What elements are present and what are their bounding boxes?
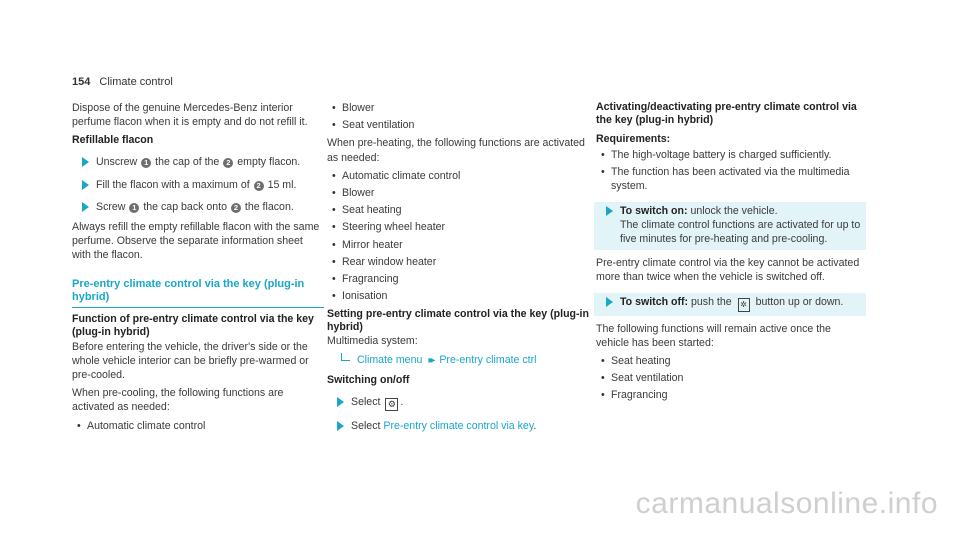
- list-item: • Ionisation: [327, 289, 589, 303]
- setting-heading: Setting pre-entry climate control via the key (plug-in hybrid): [327, 308, 589, 334]
- callout-1-icon: 1: [141, 158, 151, 168]
- list-item: • Seat heating: [327, 203, 589, 217]
- list-item: • Fragrancing: [327, 272, 589, 286]
- callout-2-icon: 2: [254, 181, 264, 191]
- step-arrow-icon: [82, 202, 89, 212]
- step-unscrew: [72, 155, 324, 169]
- step-arrow-icon: [606, 297, 613, 307]
- step-text: unlock the vehicle.: [690, 204, 778, 217]
- switching-heading: Switching on/off: [327, 373, 410, 386]
- step-text: 15 ml.: [267, 178, 297, 191]
- remain-text: The following functions will remain active once the vehicle has been started:: [596, 322, 831, 349]
- cooling-list: [72, 419, 324, 433]
- list-item: • Seat ventilation: [596, 371, 866, 385]
- step-arrow-icon: [82, 180, 89, 190]
- page-header: [72, 76, 173, 88]
- column-middle: [327, 101, 589, 439]
- step-arrow-icon: [82, 157, 89, 167]
- function-heading: Function of pre-entry climate control via the key (plug-in hybrid): [72, 312, 314, 338]
- step-select-item: [327, 419, 589, 433]
- list-item: • Seat ventilation: [327, 118, 589, 132]
- step-text: Unscrew: [96, 156, 138, 169]
- cooling-list-cont: [327, 101, 589, 132]
- step-text: push the: [691, 295, 732, 308]
- gear-icon: ⚙: [385, 398, 398, 411]
- step-arrow-icon: [337, 421, 344, 431]
- refill-note: Always refill the empty refillable flacon with the same perfume. Observe the separate information sheet with the flacon.: [72, 221, 320, 262]
- refill-heading: Refillable flacon: [72, 134, 154, 147]
- step-arrow-icon: [606, 206, 613, 216]
- switch-on-note: The climate control functions are activated for up to five minutes for pre-heating and pre-cooling.: [620, 218, 861, 246]
- step-text: the cap of the: [155, 156, 220, 169]
- pre-entry-menu-item: Pre-entry climate control via key: [383, 419, 534, 432]
- list-item: • Mirror heater: [327, 238, 589, 252]
- watermark: carmanualsonline.info: [635, 487, 938, 520]
- period: .: [533, 419, 537, 432]
- step-text: the flacon.: [244, 200, 294, 213]
- chapter-title: Climate control: [99, 76, 173, 88]
- limit-text: Pre-entry climate control via the key cannot be activated more than twice when the vehicle is switched off.: [596, 257, 860, 284]
- step-switch-on: [594, 202, 866, 251]
- remain-list: [596, 354, 866, 403]
- step-text: the cap back onto: [143, 200, 227, 213]
- multimedia-label: Multimedia system:: [327, 335, 418, 348]
- list-item: • The function has been activated via the multimedia system.: [596, 165, 866, 193]
- list-item: • Rear window heater: [327, 255, 589, 269]
- column-left: [72, 101, 324, 437]
- switch-off-label: To switch off:: [620, 295, 689, 308]
- list-item: • The high-voltage battery is charged sufficiently.: [596, 148, 866, 162]
- step-arrow-icon: [337, 397, 344, 407]
- list-item: • Seat heating: [596, 354, 866, 368]
- list-item: • Blower: [327, 186, 589, 200]
- step-text: Screw: [96, 200, 126, 213]
- step-select-gear: [327, 395, 589, 411]
- list-item: • Blower: [327, 101, 589, 115]
- step-switch-off: [594, 293, 866, 316]
- requirements-heading: Requirements:: [596, 133, 671, 145]
- requirements-list: [596, 148, 866, 194]
- step-text: button up or down.: [755, 295, 844, 308]
- step-screw: [72, 200, 324, 214]
- heating-list: [327, 169, 589, 304]
- step-text: Select: [351, 395, 381, 408]
- menu-path: [327, 353, 589, 368]
- cooling-text: When pre-cooling, the following functions are activated as needed:: [72, 387, 284, 414]
- list-item: • Automatic climate control: [72, 419, 324, 433]
- list-item: • Steering wheel heater: [327, 220, 589, 234]
- period: .: [400, 395, 404, 408]
- section-title: Pre-entry climate control via the key (plug-in hybrid): [72, 278, 324, 308]
- switch-on-label: To switch on:: [620, 204, 688, 217]
- callout-1-icon: 1: [129, 203, 139, 213]
- step-text: empty flacon.: [237, 156, 301, 169]
- step-text: Fill the flacon with a maximum of: [96, 178, 250, 191]
- path-climate-menu: Climate menu: [357, 353, 423, 366]
- list-item: • Automatic climate control: [327, 169, 589, 183]
- callout-2-icon: 2: [223, 158, 233, 168]
- path-hook-icon: [341, 353, 350, 361]
- page-number: 154: [72, 76, 91, 88]
- double-chevron-icon: ▸▸: [428, 354, 433, 366]
- intro-text: Dispose of the genuine Mercedes-Benz interior perfume flacon when it is empty and do not refill it.: [72, 102, 308, 129]
- step-text: Select: [351, 419, 381, 432]
- climate-button-icon: ✲: [738, 298, 750, 312]
- callout-2-icon: 2: [231, 203, 241, 213]
- path-pre-entry: Pre-entry climate ctrl: [439, 353, 537, 366]
- heating-text: When pre-heating, the following functions are activated as needed:: [327, 137, 585, 164]
- column-right: [596, 101, 866, 407]
- function-text: Before entering the vehicle, the driver's side or the whole vehicle interior can be briefly pre-warmed or pre-cooled.: [72, 340, 309, 382]
- step-fill: [72, 178, 324, 192]
- list-item: • Fragrancing: [596, 388, 866, 402]
- activate-heading: Activating/deactivating pre-entry climate control via the key (plug-in hybrid): [596, 101, 857, 126]
